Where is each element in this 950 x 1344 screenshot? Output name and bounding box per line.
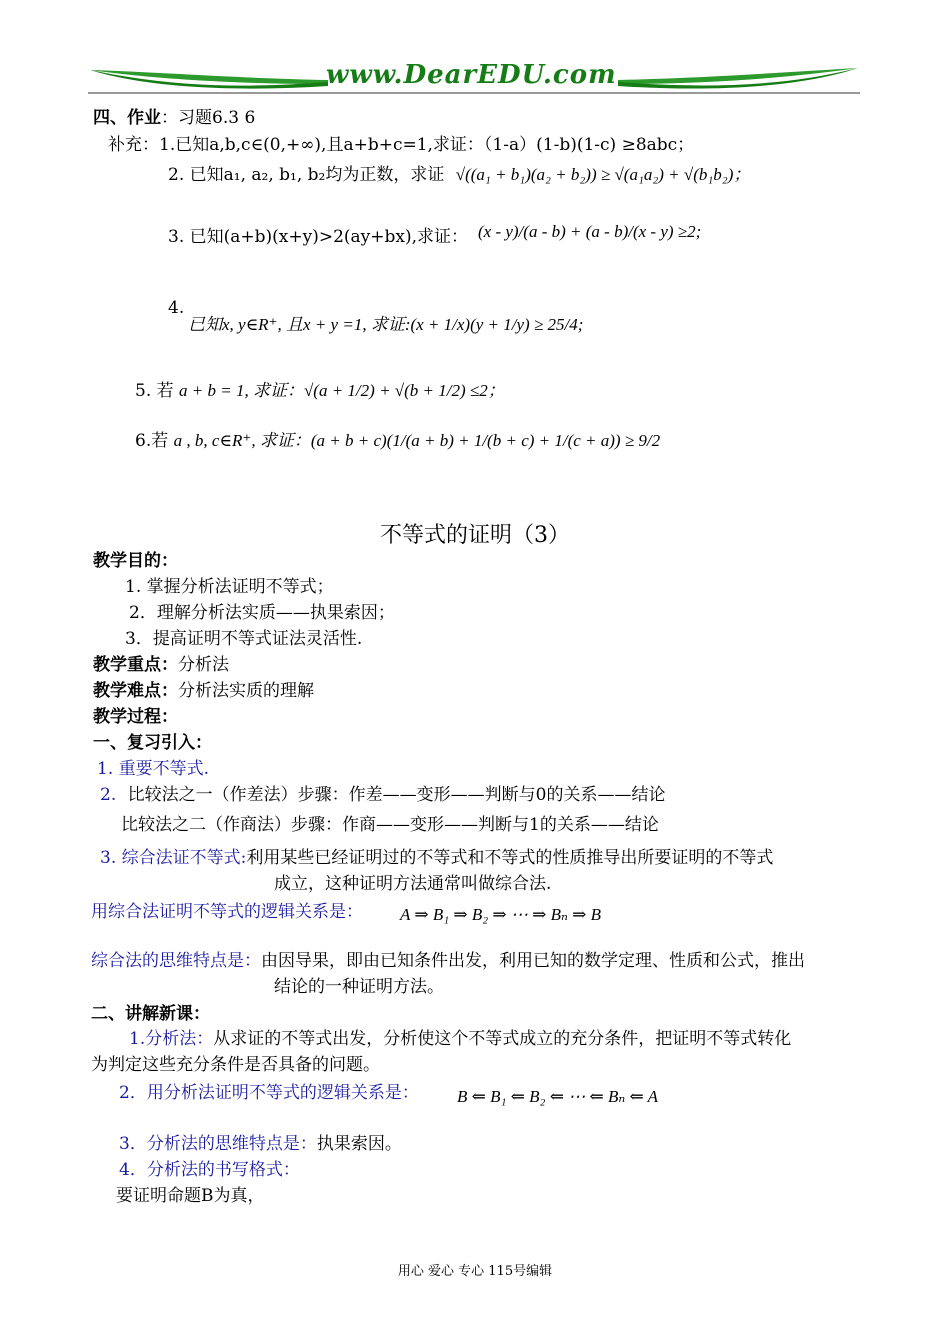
review-item-1: 1. 重要不等式.	[97, 759, 210, 779]
goal-label: 教学目的：	[93, 551, 178, 571]
analysis-logic-math: B ⇐ B₁ ⇐ B₂ ⇐ ⋯ ⇐ Bₙ ⇐ A	[457, 1087, 659, 1106]
analysis-thought-value: 执果索因。	[316, 1134, 402, 1154]
homework-colon: ：	[161, 108, 178, 128]
review-item-3	[100, 843, 773, 868]
analysis-format-label: 4．分析法的书写格式：	[119, 1160, 300, 1180]
difficulty-value: 分析法实质的理解	[178, 681, 314, 701]
homework-heading	[93, 103, 255, 128]
review-item-2	[100, 780, 665, 805]
homework-item-1	[108, 130, 694, 155]
homework-item-3	[168, 222, 468, 247]
logo-text: www.DearEDU.com	[326, 60, 617, 90]
homework-item-3-formula: (x - y)/(a - b) + (a - b)/(x - y) ≥2;	[478, 222, 702, 241]
analysis-line	[129, 1024, 791, 1049]
process-label: 教学过程：	[93, 707, 178, 727]
homework-item-5-math: a + b = 1, 求证：√(a + 1/2) + √(b + 1/2) ≤2；	[179, 381, 505, 400]
synth-logic-math: A ⇒ B₁ ⇒ B₂ ⇒ ⋯ ⇒ Bₙ ⇒ B	[400, 905, 602, 924]
homework-item-4	[168, 298, 184, 318]
homework-item-3-math	[478, 222, 701, 242]
homework-exercise: 习题6.3 6	[178, 108, 256, 128]
homework-item-1-text: 1.已知a,b,c∈(0,+∞),且a+b+c=1,求证：（1-a）(1-b)(1-c) ≥8abc；	[159, 135, 695, 155]
synth-thought-text: 由因导果，即由已知条件出发，利用已知的数学定理、性质和公式，推出	[261, 951, 805, 971]
synth-thought-label: 综合法的思维特点是：	[91, 951, 261, 971]
analysis-cont: 为判定这些充分条件是否具备的问题。	[91, 1055, 380, 1075]
review-item-2b: 比较法之二（作商法）步骤：作商——变形——判断与1的关系——结论	[121, 815, 659, 835]
homework-item-2-math: √((a₁ + b₁)(a₂ + b₂)) ≥ √(a₁a₂) + √(b₁b₂)；	[455, 165, 751, 184]
focus-line	[93, 650, 229, 675]
page-footer: 用心 爱心 专心 115号编辑	[397, 1264, 553, 1279]
review-item-2-text: 比较法之一（作差法）步骤：作差——变形——判断与0的关系——结论	[127, 785, 666, 805]
homework-item-6-text: 6.若	[135, 431, 169, 451]
homework-item-2-text: 2. 已知a₁, a₂, b₁, b₂均为正数，求证	[168, 165, 445, 185]
new-title: 二、讲解新课：	[91, 1004, 210, 1024]
difficulty-label: 教学难点：	[93, 681, 178, 701]
analysis-logic-label: 2．用分析法证明不等式的逻辑关系是：	[119, 1083, 419, 1103]
homework-title: 四、作业	[93, 108, 161, 128]
review-item-3-text: 利用某些已经证明过的不等式和不等式的性质推导出所要证明的不等式	[246, 848, 774, 868]
analysis-thought-label: 3．分析法的思维特点是：	[119, 1134, 317, 1154]
supplement-label: 补充：	[108, 135, 159, 155]
homework-item-3-text: 3. 已知(a+b)(x+y)>2(ay+bx),求证：	[168, 227, 469, 247]
homework-item-5-text: 5. 若	[135, 381, 174, 401]
review-title: 一、复习引入：	[93, 733, 212, 753]
review-item-2-number: 2.	[100, 785, 117, 805]
focus-value: 分析法	[178, 655, 229, 675]
lesson-title: 不等式的证明（3）	[380, 523, 570, 548]
synth-logic-label: 用综合法证明不等式的逻辑关系是：	[91, 902, 363, 922]
homework-item-6-math: a , b, c∈R⁺, 求证：(a + b + c)(1/(a + b) + 1/(b + c) + 1/(c + a)) ≥ 9/2	[173, 431, 661, 450]
synth-thought-line	[91, 946, 805, 971]
homework-item-6	[135, 426, 660, 451]
goal-3: 3．提高证明不等式证法灵活性.	[125, 629, 363, 649]
difficulty-line	[93, 676, 314, 701]
homework-item-4-math	[188, 310, 583, 335]
homework-item-4-formula: 已知x, y∈R⁺, 且x + y =1, 求证:(x + 1/x)(y + 1/y) ≥ 25/4;	[188, 315, 584, 334]
homework-item-5	[135, 376, 505, 401]
goal-2: 2．理解分析法实质——执果索因；	[129, 603, 395, 623]
analysis-label: 1.分析法：	[129, 1029, 214, 1049]
analysis-thought-line	[119, 1129, 402, 1154]
analysis-text: 从求证的不等式出发，分析使这个不等式成立的充分条件，把证明不等式转化	[213, 1029, 792, 1049]
homework-item-4-text: 4.	[168, 298, 185, 318]
header-logo	[88, 58, 860, 98]
goal-1: 1. 掌握分析法证明不等式；	[125, 577, 334, 597]
homework-item-2	[168, 160, 750, 185]
analysis-format-text: 要证明命题B为真，	[116, 1186, 265, 1206]
synth-thought-cont: 结论的一种证明方法。	[274, 977, 444, 997]
review-item-3-cont: 成立，这种证明方法通常叫做综合法.	[274, 874, 552, 894]
focus-label: 教学重点：	[93, 655, 178, 675]
review-item-3-label: 3. 综合法证不等式:	[100, 848, 247, 868]
